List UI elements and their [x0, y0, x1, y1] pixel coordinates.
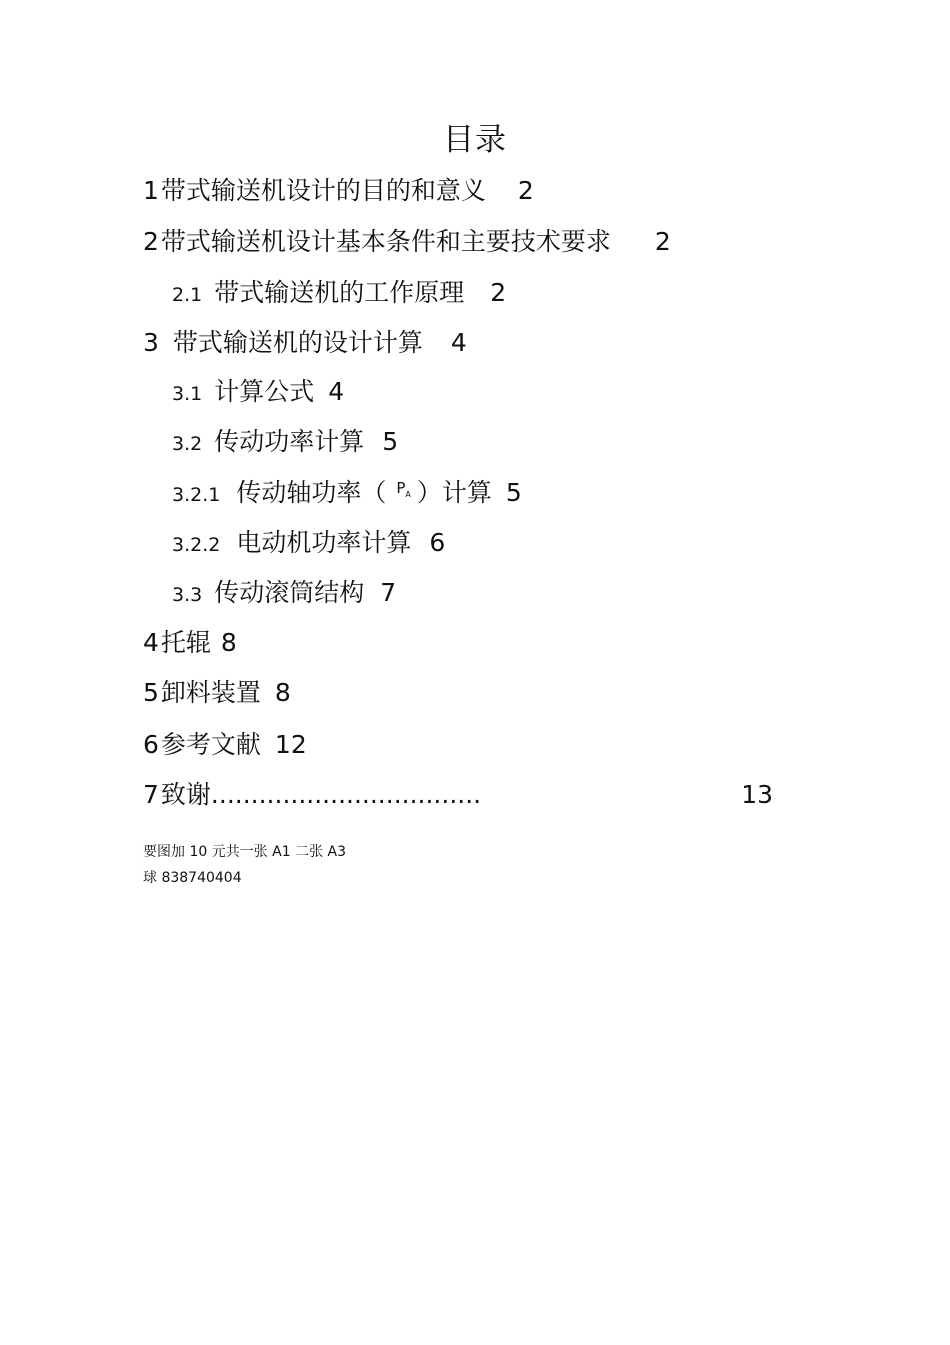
toc-entry-2[interactable] [143, 226, 671, 258]
toc-entry-text: 托辊 [160, 628, 211, 657]
toc-entry-3-1[interactable] [172, 376, 344, 410]
toc-entry-text: 带式输送机设计基本条件和主要技术要求 [160, 227, 611, 256]
toc-entry-3[interactable] [143, 327, 467, 359]
toc-entry-number: 3.2 [172, 433, 203, 455]
toc-entry-number: 2.1 [172, 284, 203, 306]
toc-entry-3-2[interactable] [172, 426, 398, 460]
toc-entry-number: 1 [143, 176, 159, 205]
toc-entry-3-2-2[interactable] [172, 527, 445, 561]
toc-entry-page: 13 [741, 780, 773, 809]
toc-entry-7[interactable] [143, 779, 773, 811]
toc-entry-page: 8 [274, 678, 291, 707]
toc-entry-page: 2 [490, 278, 507, 307]
toc-entry-page: 2 [654, 227, 671, 256]
toc-entry-2-1[interactable] [172, 277, 506, 311]
note-contact: 球 838740404 [143, 870, 242, 886]
toc-entry-number: 3.1 [172, 383, 203, 405]
toc-entry-number: 3.3 [172, 584, 203, 606]
toc-entry-number: 3 [143, 328, 159, 357]
toc-entry-text-after: ）计算 [416, 478, 492, 507]
toc-entry-text: 带式输送机的工作原理 [214, 278, 465, 307]
toc-entry-page: 12 [274, 730, 307, 759]
toc-entry-number: 5 [143, 678, 159, 707]
toc-entry-5[interactable] [143, 677, 291, 709]
toc-entry-text-before: 传动轴功率（ [236, 478, 387, 507]
toc-entry-number: 7 [143, 780, 159, 809]
toc-entry-text: 计算公式 [214, 377, 315, 406]
note-drawing-price: 要图加 10 元共一张 A1 二张 A3 [143, 844, 347, 860]
toc-entry-number: 4 [143, 628, 159, 657]
toc-entry-number: 3.2.2 [172, 534, 221, 556]
toc-entry-number: 6 [143, 730, 159, 759]
toc-entry-text: 传动功率计算 [214, 427, 365, 456]
toc-entry-text: 带式输送机的设计计算 [172, 328, 423, 357]
toc-entry-text: 致谢 [160, 780, 211, 809]
toc-entry-4[interactable] [143, 627, 237, 659]
toc-entry-text: 带式输送机设计的目的和意义 [160, 176, 486, 205]
power-symbol-letter: P [396, 479, 406, 497]
power-symbol [396, 479, 411, 497]
toc-entry-number: 3.2.1 [172, 484, 221, 506]
toc-entry-text: 卸料装置 [160, 678, 261, 707]
toc-entry-text: 电动机功率计算 [236, 528, 412, 557]
toc-entry-page: 5 [505, 478, 522, 507]
toc-entry-page: 4 [450, 328, 467, 357]
toc-entry-page: 8 [220, 628, 237, 657]
toc-title: 目录 [443, 122, 507, 158]
toc-entry-3-2-1[interactable] [172, 477, 522, 519]
toc-entry-page: 5 [382, 427, 399, 456]
toc-entry-page: 6 [429, 528, 446, 557]
toc-entry-3-3[interactable] [172, 577, 396, 611]
toc-leader-dots: .................................. [210, 780, 482, 809]
toc-entry-6[interactable] [143, 729, 307, 761]
toc-entry-1[interactable] [143, 175, 534, 207]
toc-entry-page: 2 [517, 176, 534, 205]
toc-entry-text: 传动滚筒结构 [214, 578, 365, 607]
toc-entry-page: 7 [380, 578, 397, 607]
toc-entry-number: 2 [143, 227, 159, 256]
toc-entry-page: 4 [328, 377, 345, 406]
toc-entry-text: 参考文献 [160, 730, 261, 759]
power-symbol-subscript: A [405, 490, 411, 499]
